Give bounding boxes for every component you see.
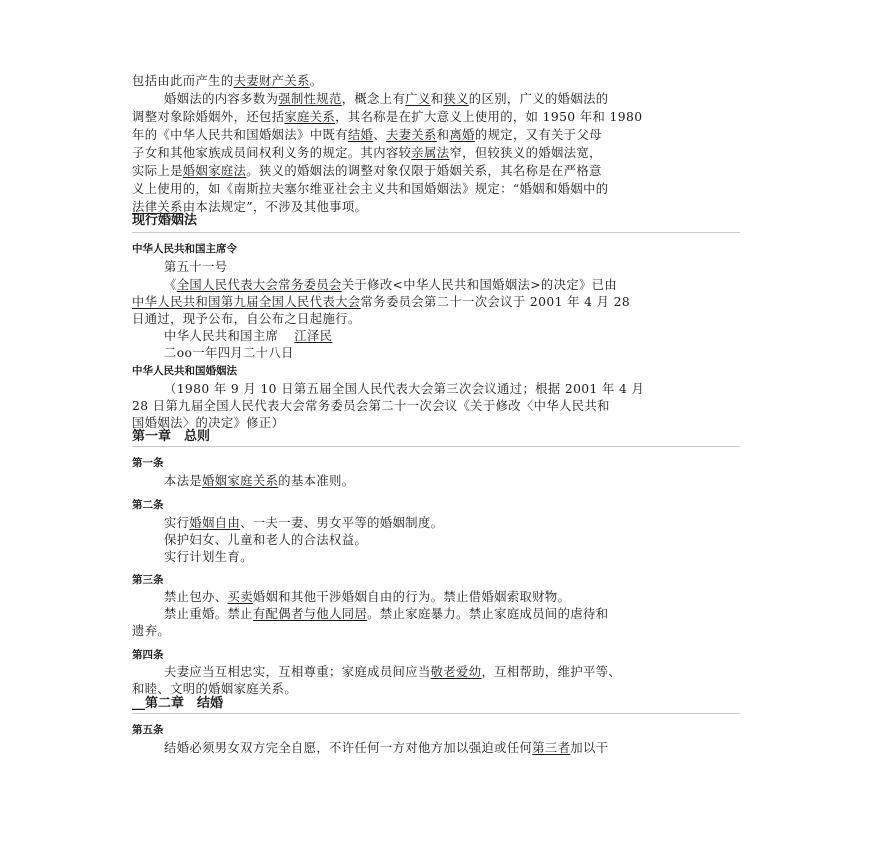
decree-number: 第五十一号: [164, 260, 228, 274]
intro-line-4: 年的《中华人民共和国婚姻法》中既有结婚、夫妻关系和离婚的规定，又有关于父母: [132, 128, 602, 142]
article-4-label: 第四条: [132, 649, 164, 661]
article-3-label: 第三条: [132, 574, 164, 586]
intro-line-1: 包括由此而产生的夫妻财产关系。: [132, 74, 323, 88]
link-mandatory-norms[interactable]: 强制性规范: [278, 92, 342, 106]
link-respect-elders[interactable]: 敬老爱幼: [430, 665, 482, 679]
intro-line-3: 调整对象除婚姻外，还包括家庭关系，其名称是在扩大意义上使用的，如 1950 年和 1980: [132, 110, 643, 124]
law-heading: 中华人民共和国婚姻法: [132, 365, 237, 377]
decree-line-3: 日通过，现予公布，自公布之日起施行。: [132, 312, 361, 326]
decree-signature: 中华人民共和国主席 江泽民: [164, 329, 333, 343]
intro-line-7: 义上使用的，如《南斯拉夫塞尔维亚社会主义共和国婚姻法》规定：“婚姻和婚姻中的: [132, 182, 609, 196]
link-family-relations[interactable]: 家庭关系: [284, 110, 336, 124]
article-1-text: 本法是婚姻家庭关系的基本准则。: [164, 474, 355, 488]
link-cohabitation[interactable]: 有配偶者与他人同居: [252, 607, 368, 621]
link-buying-selling[interactable]: 买卖: [227, 590, 253, 604]
article-5-line-1: 结婚必须男女双方完全自愿，不许任何一方对他方加以强迫或任何第三者加以干: [164, 741, 609, 755]
article-2-line-2: 保护妇女、儿童和老人的合法权益。: [164, 533, 368, 547]
chapter-1-divider: [132, 446, 740, 447]
section-title: 现行婚姻法: [132, 213, 198, 228]
link-third-party[interactable]: 第三者: [532, 741, 571, 755]
law-note-2: 28 日第九届全国人民代表大会常务委员会第二十一次会议《关于修改〈中华人民共和: [132, 399, 610, 413]
article-4-line-2: 和睦、文明的婚姻家庭关系。: [132, 682, 298, 696]
decree-line-2: 中华人民共和国第九届全国人民代表大会常务委员会第二十一次会议于 2001 年 4 月 28: [132, 295, 631, 309]
link-legal-relations[interactable]: 法律关系: [132, 200, 183, 214]
law-note-1: （1980 年 9 月 10 日第五届全国人民代表大会第三次会议通过；根据 2001 年 4 月: [164, 382, 645, 396]
article-2-line-3: 实行计划生育。: [164, 550, 253, 564]
article-2-label: 第二条: [132, 499, 164, 511]
link-marriage[interactable]: 结婚: [347, 128, 374, 142]
chapter-2-divider: [132, 713, 740, 714]
intro-line-6: 实际上是婚姻家庭法。狭义的婚姻法的调整对象仅限于婚姻关系，其名称是在严格意: [132, 164, 602, 178]
intro-line-8: 法律关系由本法规定”，不涉及其他事项。: [132, 200, 368, 214]
link-marriage-family-law[interactable]: 婚姻家庭法: [182, 164, 247, 178]
article-1-label: 第一条: [132, 457, 164, 469]
decree-line-1: 《全国人民代表大会常务委员会关于修改<中华人民共和国婚姻法>的决定》已由: [164, 278, 618, 292]
link-kinship-law[interactable]: 亲属法: [411, 146, 450, 160]
intro-line-5: 子女和其他家族成员间权利义务的规定。其内容较亲属法窄，但较狭义的婚姻法宽，: [132, 146, 602, 160]
link-marriage-family-relations[interactable]: 婚姻家庭关系: [202, 474, 279, 488]
link-divorce[interactable]: 离婚: [449, 128, 475, 142]
link-narrow-sense[interactable]: 狭义: [443, 92, 469, 106]
chapter-1-title: 第一章 总则: [132, 429, 211, 444]
article-5-label: 第五条: [132, 724, 164, 736]
link-freedom-of-marriage[interactable]: 婚姻自由: [189, 516, 241, 530]
article-2-line-1: 实行婚姻自由、一夫一妻、男女平等的婚姻制度。: [164, 516, 444, 530]
link-spouse-property[interactable]: 夫妻财产关系: [233, 74, 310, 88]
article-4-line-1: 夫妻应当互相忠实，互相尊重；家庭成员间应当敬老爱幼，互相帮助，维护平等、: [164, 665, 622, 679]
decree-date: 二oo一年四月二十八日: [164, 346, 294, 360]
article-3-line-2: 禁止重婚。禁止有配偶者与他人同居。禁止家庭暴力。禁止家庭成员间的虐待和: [164, 607, 609, 621]
section-divider: [132, 232, 740, 233]
link-ninth-npc[interactable]: 中华人民共和国第九届全国人民代表大会: [132, 295, 361, 309]
intro-line-2: 婚姻法的内容多数为强制性规范，概念上有广义和狭义的区别，广义的婚姻法的: [164, 92, 609, 106]
article-3-line-3: 遗弃。: [132, 624, 171, 638]
link-president-name[interactable]: 江泽民: [294, 329, 333, 343]
link-spouse-relations[interactable]: 夫妻关系: [385, 128, 437, 142]
link-npc-standing-committee[interactable]: 全国人民代表大会常务委员会: [176, 278, 342, 292]
article-3-line-1: 禁止包办、买卖婚姻和其他干涉婚姻自由的行为。禁止借婚姻索取财物。: [164, 590, 571, 604]
law-note-3: 国婚姻法〉的决定》修正）: [132, 416, 285, 430]
chapter-2-title: __第二章 结婚: [132, 696, 224, 711]
link-broad-sense[interactable]: 广义: [405, 92, 431, 106]
decree-heading: 中华人民共和国主席令: [132, 243, 237, 255]
